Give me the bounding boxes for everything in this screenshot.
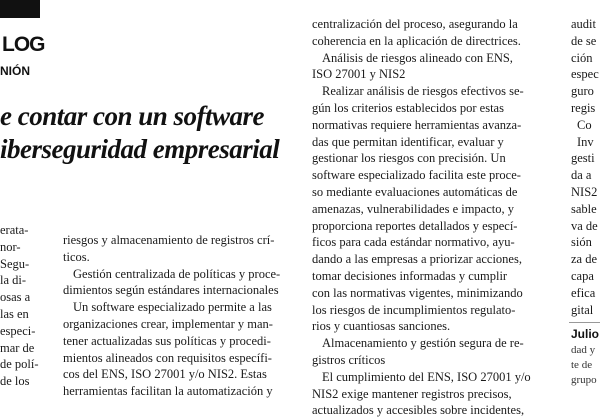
text-line: audit	[571, 17, 596, 31]
article-column-middle	[63, 232, 305, 400]
article-column-far-right	[571, 16, 600, 318]
text-line: dando a las empresas a priorizar acciones,	[312, 252, 522, 267]
article-column-right	[312, 16, 556, 419]
text-line: coherencia en la aplicación de directrices.	[312, 33, 521, 48]
section-sublabel: NIÓN	[0, 64, 30, 78]
text-line: gún los criterios establecidos por estas	[312, 100, 504, 115]
text-line: espec	[571, 67, 599, 82]
text-line: de los	[0, 374, 30, 389]
text-line: tener actualizadas sus políticas y procedi-	[63, 333, 271, 348]
text-line: Un software especializado permite a las	[73, 300, 272, 315]
article-column-left	[0, 222, 55, 390]
text-line: gital	[571, 302, 594, 317]
text-line: software especializado facilita este proce-	[312, 168, 521, 183]
text-line: sable	[571, 201, 597, 216]
text-line: mar de	[0, 340, 35, 355]
text-line: osas a	[0, 290, 31, 305]
text-line: amenazas, vulnerabilidades e impacto, y	[312, 201, 515, 216]
text-line: organizaciones crear, implementar y man-	[63, 316, 273, 331]
author-bio-line: dad y	[571, 344, 596, 356]
text-line: ISO 27001 y NIS2	[312, 67, 406, 82]
text-line: de polí-	[0, 357, 39, 372]
text-line: ción	[571, 50, 593, 65]
text-line: Co	[577, 117, 592, 132]
author-bio-line: te de	[571, 359, 593, 371]
text-line: gesti	[571, 151, 595, 166]
text-line: las en	[0, 306, 29, 321]
text-line: herramientas facilitan la automatización y	[63, 384, 273, 399]
text-line: efica	[571, 285, 596, 300]
text-line: das que permitan identificar, evaluar y	[312, 134, 504, 149]
text-line: ticos.	[63, 249, 90, 264]
section-label: LOG	[2, 33, 45, 56]
headline-line: iberseguridad empresarial	[0, 134, 280, 164]
text-line: gestionar los riesgos con precisión. Un	[312, 151, 506, 166]
text-line: za de	[571, 252, 598, 267]
text-line: de se	[571, 33, 597, 48]
text-line: El cumplimiento del ENS, ISO 27001 y/o	[322, 369, 531, 384]
text-line: especi-	[0, 323, 36, 338]
text-line: Segu-	[0, 256, 30, 271]
text-line: riesgos y almacenamiento de registros crí-	[63, 233, 275, 247]
author-name: Julio	[571, 327, 600, 341]
text-line: da a	[571, 168, 592, 183]
text-line: con las normativas vigentes, minimizando	[312, 285, 523, 300]
section-tab	[0, 0, 40, 18]
text-line: capa	[571, 268, 594, 283]
text-line: Realizar análisis de riesgos efectivos se-	[322, 84, 524, 99]
text-line: NIS2	[571, 184, 598, 199]
text-line: Inv	[577, 134, 594, 149]
text-line: los riesgos de incumplimientos regulato-	[312, 302, 516, 317]
text-line: dimientos según estándares internacionales	[63, 283, 279, 298]
text-line: Gestión centralizada de políticas y proce-	[73, 266, 281, 281]
text-line: regis	[571, 100, 596, 115]
text-line: gistros críticos	[312, 352, 386, 367]
text-line: rios y cuantiosas sanciones.	[312, 319, 451, 334]
text-line: normativas requiere herramientas avanza-	[312, 117, 522, 132]
text-line: va de	[571, 218, 598, 233]
text-line: sión	[571, 235, 592, 250]
text-line: la di-	[0, 273, 27, 288]
text-line: so mediante evaluaciones automáticas de	[312, 184, 518, 199]
text-line: centralización del proceso, asegurando la	[312, 17, 518, 31]
text-line: cos del ENS, ISO 27001 y/o NIS2. Estas	[63, 367, 267, 382]
text-line: proporciona reportes detallados y especí-	[312, 218, 518, 233]
text-line: erata-	[0, 223, 29, 237]
author-bio	[571, 343, 600, 388]
article-headline	[0, 100, 300, 166]
text-line: ficos para cada estándar normativo, ayu-	[312, 235, 515, 250]
text-line: guro	[571, 84, 594, 99]
text-line: nor-	[0, 239, 21, 254]
text-line: mientos alineados con requisitos específi-	[63, 350, 272, 365]
text-line: tomar decisiones informadas y cumplir	[312, 268, 508, 283]
author-bio-line: grupo	[571, 374, 597, 386]
signature-divider	[569, 322, 600, 323]
text-line: Almacenamiento y gestión segura de re-	[322, 336, 524, 351]
text-line: NIS2 exige mantener registros precisos,	[312, 386, 512, 401]
text-line: Análisis de riesgos alineado con ENS,	[322, 50, 513, 65]
text-line: actualizados y accesibles sobre incidentes,	[312, 403, 525, 418]
headline-line: e contar con un software	[0, 101, 265, 131]
